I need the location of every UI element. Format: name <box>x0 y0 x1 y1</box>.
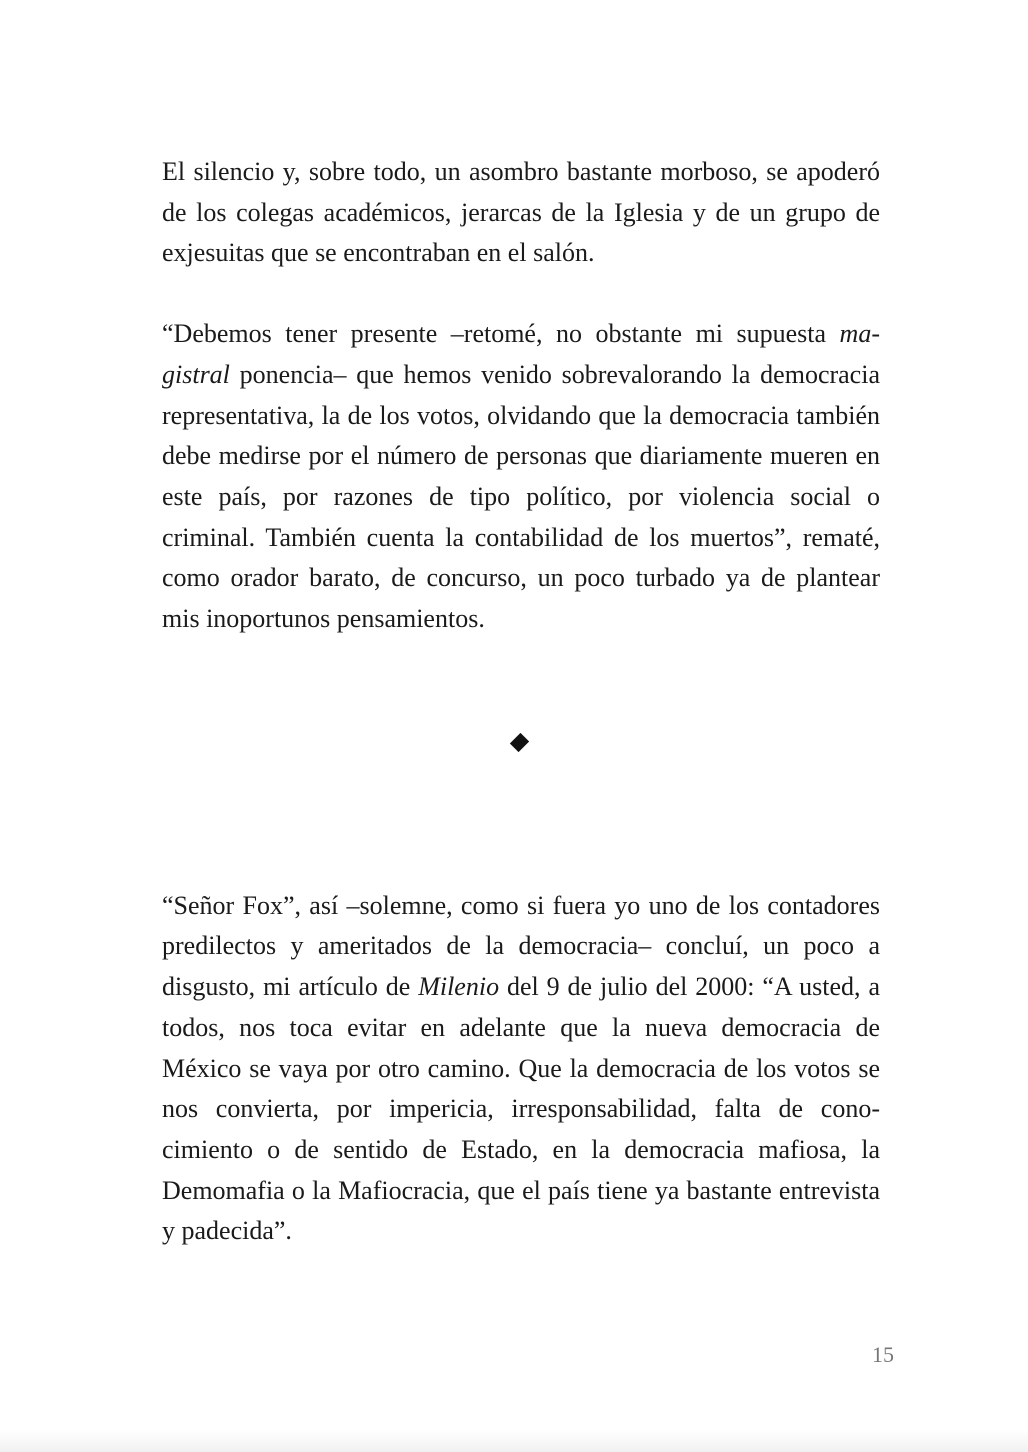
paragraph-2-text-a: “Debemos tener presente –retomé, no obstante mi supuesta <box>162 319 840 349</box>
page-body <box>162 152 880 1252</box>
diamond-ornament-icon <box>510 733 529 752</box>
paragraph-3-text-b: del 9 de julio del 2000: “A usted, a todos, nos toca evitar en adelante que la nueva democracia de México se vaya por otro camino. Que la democracia de los votos se nos convierta, por impericia, irresponsabilidad, falta de conocimiento o de sentido de Estado, en la democracia mafiosa, la Demomafia o la Mafiocracia, que el país tiene ya bastante entrevista y padecida”. <box>162 972 880 1246</box>
paragraph-spacer <box>162 274 880 314</box>
page-number: 15 <box>872 1342 894 1367</box>
paragraph-3-text-a: “Señor Fox”, así –solemne, como si fuera yo uno de los contadores predilectos y ameritados de la democracia– concluí, un poco a disgusto, mi artículo de <box>162 890 880 1002</box>
paragraph-2-text-b: ponencia– que hemos venido sobrevalorando la democracia representativa, la de los votos, olvidando que la democracia también debe medirse por el número de personas que diariamente mueren en este país, por razones de tipo político, por violencia social o criminal. También cuenta la contabilidad de los muertos”, rematé, como orador barato, de concurso, un poco turbado ya de plantear mis inoportunos pensamientos. <box>162 359 880 634</box>
paragraph-3-italic-milenio: Milenio <box>418 972 500 1002</box>
paragraph-2-italic-magistral: magistral <box>162 319 880 389</box>
paragraph-1 <box>162 152 880 274</box>
paragraph-1-text: El silencio y, sobre todo, un asombro bastante morboso, se apoderó de los colegas académicos, jerarcas de la Iglesia y de un grupo de exjesuitas que se encontraban en el salón. <box>162 157 880 268</box>
paragraph-3 <box>162 886 880 1252</box>
section-separator <box>162 640 880 886</box>
paragraph-2 <box>162 314 880 640</box>
page-bottom-edge <box>0 1430 1028 1452</box>
